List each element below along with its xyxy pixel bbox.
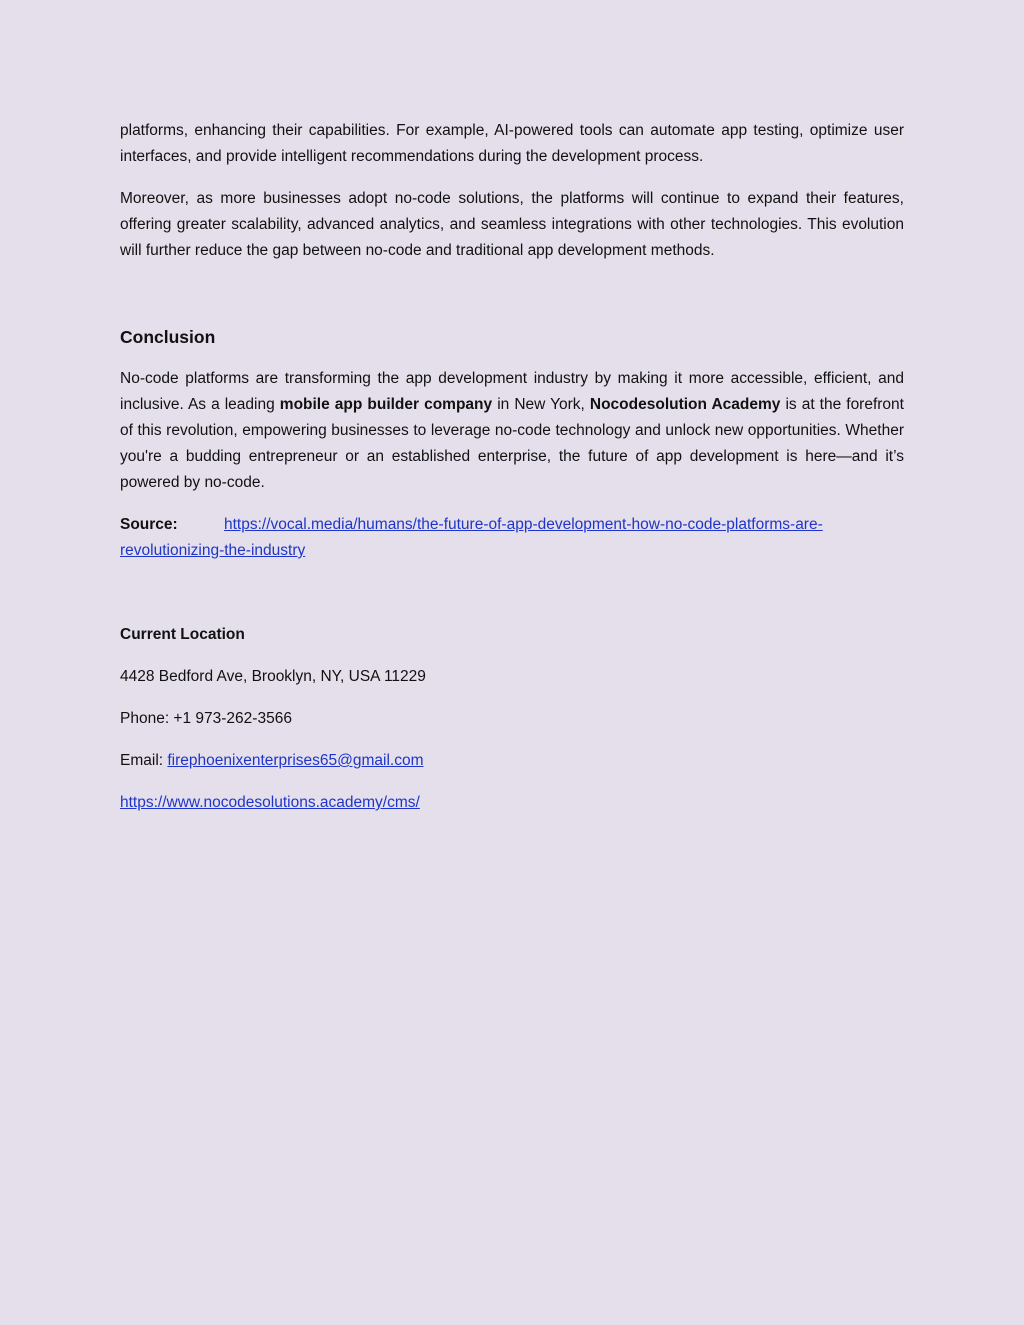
email-line	[120, 748, 904, 774]
conclusion-bold-company: mobile app builder company	[279, 396, 493, 413]
source-line	[120, 512, 904, 564]
conclusion-text-2: in New York,	[492, 396, 590, 413]
address-line: 4428 Bedford Ave, Brooklyn, NY, USA 11229	[120, 668, 426, 685]
website-link[interactable]: https://www.nocodesolutions.academy/cms/	[120, 794, 420, 811]
conclusion-text-3: is at the forefront of this revolution, empowering businesses to leverage no-code technology and unlock new opportunities. Whether you're a budding entrepreneur or an established enterprise, the future of app development is here—and it’s powered by no-code.	[120, 396, 904, 491]
conclusion-bold-academy: Nocodesolution Academy	[589, 396, 781, 413]
conclusion-paragraph	[120, 366, 904, 496]
conclusion-heading: Conclusion	[120, 327, 216, 347]
website-line	[120, 790, 904, 816]
source-link[interactable]: https://vocal.media/humans/the-future-of-app-development-how-no-code-platforms-are-revolutionizing-the-industry	[120, 516, 823, 559]
phone-line: Phone: +1 973-262-3566	[120, 710, 292, 727]
conclusion-text-1: No-code platforms are transforming the app development industry by making it more accessible, efficient, and inclusive. As a leading	[120, 370, 904, 413]
email-link[interactable]: firephoenixenterprises65@gmail.com	[167, 752, 424, 769]
current-location-heading: Current Location	[120, 626, 245, 643]
intro-paragraph-1: platforms, enhancing their capabilities. For example, AI-powered tools can automate app testing, optimize user interfaces, and provide intelligent recommendations during the development process.	[120, 122, 904, 165]
email-label: Email:	[120, 752, 168, 769]
source-label: Source:	[120, 516, 178, 533]
document-content	[120, 118, 904, 816]
intro-paragraph-2: Moreover, as more businesses adopt no-code solutions, the platforms will continue to expand their features, offering greater scalability, advanced analytics, and seamless integrations with other technologies. This evolution will further reduce the gap between no-code and traditional app development methods.	[120, 190, 904, 259]
